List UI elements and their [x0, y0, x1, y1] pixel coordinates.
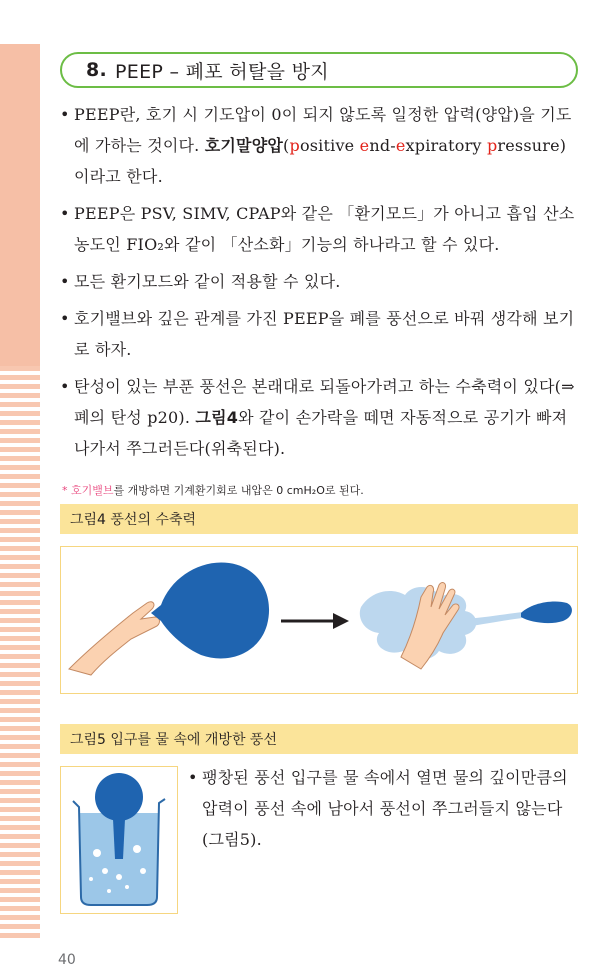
left-hand	[69, 602, 160, 675]
section-heading	[60, 52, 578, 88]
bubble	[93, 849, 101, 857]
highlight-letter: p	[486, 136, 498, 155]
bullet-item: • 호기밸브와 깊은 관계를 가진 PEEP을 폐를 풍선으로 바꿔 생각해 보기로 하자.	[60, 303, 580, 365]
highlight-letter: e	[395, 136, 406, 155]
bullet-item	[60, 99, 580, 192]
section-title: PEEP – 폐포 허탈을 방지	[115, 60, 329, 83]
balloon-neck	[113, 819, 125, 859]
bubble	[107, 889, 111, 893]
figure4-illustration	[60, 546, 578, 694]
bullet-item: • PEEP은 PSV, SIMV, CPAP와 같은 「환기모드」가 아니고 흡입 산소농도인 FIO₂와 같이 「산소화」기능의 하나라고 할 수 있다.	[60, 198, 580, 260]
full-balloon	[151, 562, 269, 658]
bullet-item	[60, 371, 580, 464]
page-number: 40	[58, 952, 76, 968]
footnote-star: *	[62, 484, 68, 497]
bullet-text: PEEP란, 호기 시 기도압이 0이 되지 않도록 일정한 압력(양압)을 기도에 가하는 것이다.	[74, 105, 572, 155]
bullet-item: • 모든 환기모드와 같이 적용할 수 있다.	[60, 266, 580, 297]
bubble	[125, 885, 129, 889]
figure5-illustration	[60, 766, 178, 914]
margin-striped-band	[0, 366, 40, 938]
bubble	[116, 874, 122, 880]
footnote	[62, 482, 364, 498]
bullet-text: xpiratory	[405, 136, 487, 155]
bullet-list	[60, 99, 580, 470]
footnote-term: 호기밸브	[71, 484, 114, 497]
highlight-letter: p	[289, 136, 300, 155]
beaker-balloon-illustration	[61, 767, 177, 913]
bullet-text: 탄성이 있는 부푼 풍선은 본래대로 되돌아가려고 하는 수축력이 있다(⇒폐의 탄성 p20).	[74, 377, 575, 427]
highlight-letter: e	[359, 136, 370, 155]
footnote-text: 를 개방하면 기계환기회로 내압은 0 cmH₂O로 된다.	[113, 484, 364, 497]
bullet-text: ositive	[299, 136, 360, 155]
margin-color-band	[0, 44, 40, 366]
bullet-item: • 팽창된 풍선 입구를 물 속에서 열면 물의 깊이만큼의 압력이 풍선 속에 남아서 풍선이 쭈그러들지 않는다(그림5).	[188, 762, 580, 855]
bubble	[133, 845, 141, 853]
balloon-deflation-illustration	[61, 547, 577, 693]
bubble	[89, 877, 93, 881]
bubble	[102, 868, 108, 874]
figure4-caption: 그림4 풍선의 수축력	[60, 504, 578, 534]
bubble	[140, 868, 146, 874]
figure5-description	[188, 762, 580, 855]
figure5-caption: 그림5 입구를 물 속에 개방한 풍선	[60, 724, 578, 754]
balloon	[95, 773, 143, 821]
bullet-text: 와 같이 손가락을 떼면 자동적으로 공기가 빠져나가서 쭈그러든다(위축된다).	[74, 408, 568, 458]
bold-term: 호기말양압	[204, 136, 284, 155]
arrow-head	[333, 613, 349, 629]
section-number: 8.	[86, 59, 108, 81]
figure-reference: 그림4	[195, 408, 239, 427]
deflated-balloon	[521, 601, 572, 623]
bullet-text: ressure)이라고 한다.	[74, 136, 567, 186]
bullet-text: nd-	[369, 136, 396, 155]
bullet-text: (	[283, 136, 290, 155]
